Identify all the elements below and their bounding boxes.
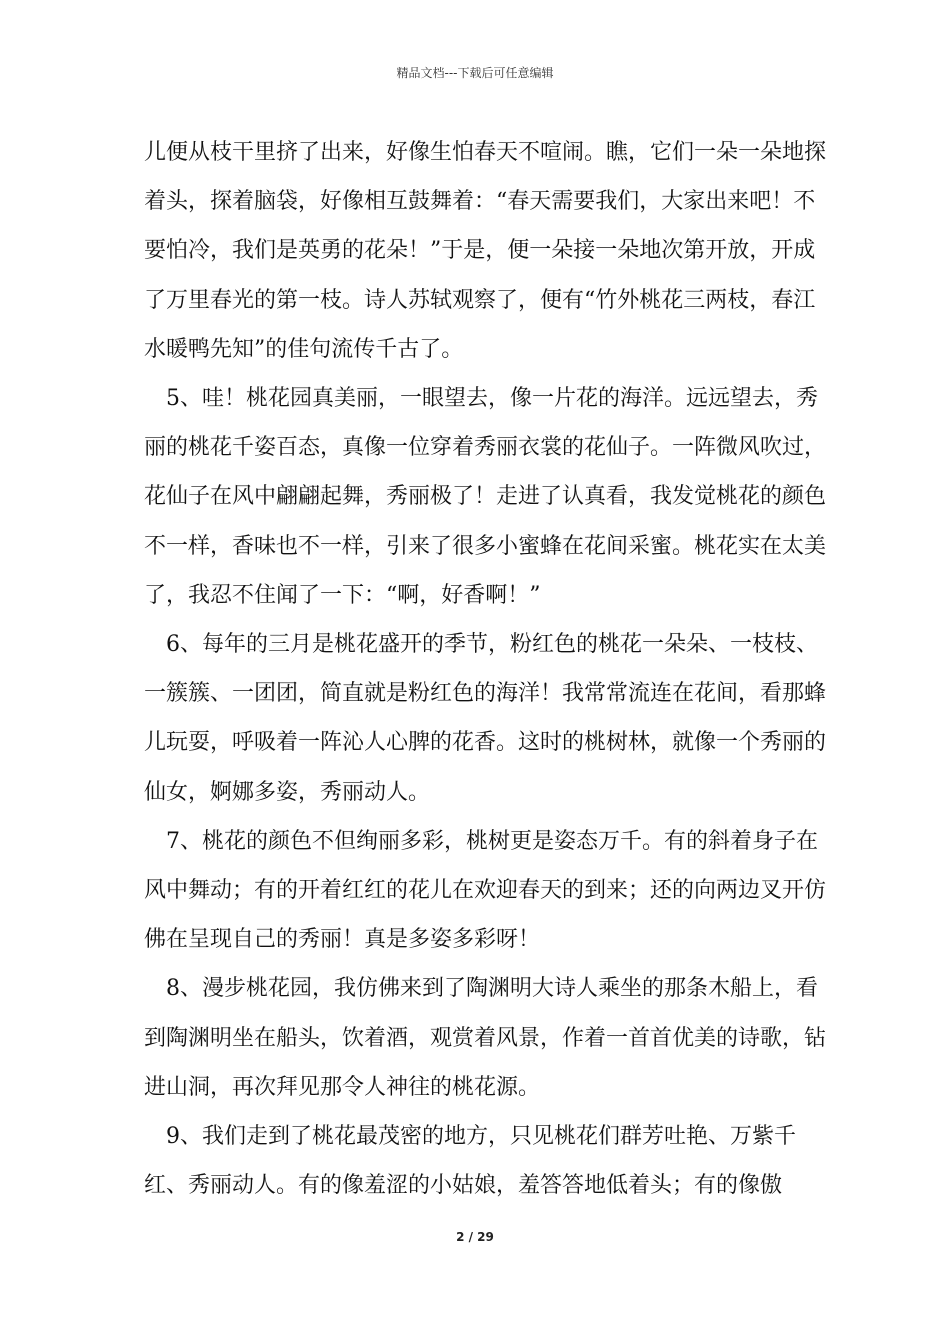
paragraph-9: 9、我们走到了桃花最茂密的地方，只见桃花们群芳吐艳、万紫千红、秀丽动人。有的像羞涩的小姑娘，羞答答地低着头；有的像傲: [144, 1124, 796, 1199]
paragraph-5: 5、哇！桃花园真美丽，一眼望去，像一片花的海洋。远远望去，秀丽的桃花千姿百态，真像一位穿着秀丽衣裳的花仙子。一阵微风吹过，花仙子在风中翩翩起舞，秀丽极了！走进了认真看，我发觉桃花的颜色不一样，香味也不一样，引来了很多小蜜蜂在花间采蜜。桃花实在太美了，我忍不住闻了一下：“啊，好香啊！”: [144, 386, 827, 608]
paragraph-6: 6、每年的三月是桃花盛开的季节，粉红色的桃花一朵朵、一枝枝、一簇簇、一团团，简直就是粉红色的海洋！我常常流连在花间，看那蜂儿玩耍，呼吸着一阵沁人心脾的花香。这时的桃树林，就像一个秀丽的仙女，婀娜多姿，秀丽动人。: [144, 632, 827, 805]
page-header: 精品文档---下载后可任意编辑: [396, 66, 554, 80]
document-body: [144, 128, 834, 1210]
paragraph-continuation: 儿便从枝干里挤了出来，好像生怕春天不喧闹。瞧，它们一朵一朵地探着头，探着脑袋，好像相互鼓舞着：“春天需要我们，大家出来吧！不要怕冷，我们是英勇的花朵！”于是，便一朵接一朵地次第开放，开成了万里春光的第一枝。诗人苏轼观察了，便有“竹外桃花三两枝，春江水暖鸭先知”的佳句流传千古了。: [144, 140, 827, 362]
paragraph-7: 7、桃花的颜色不但绚丽多彩，桃树更是姿态万千。有的斜着身子在风中舞动；有的开着红红的花儿在欢迎春天的到来；还的向两边叉开仿佛在呈现自己的秀丽！真是多姿多彩呀！: [144, 828, 827, 953]
page-number: 2 / 29: [456, 1230, 494, 1244]
paragraph-8: 8、漫步桃花园，我仿佛来到了陶渊明大诗人乘坐的那条木船上，看到陶渊明坐在船头，饮着酒，观赏着风景，作着一首首优美的诗歌，钻进山洞，再次拜见那令人神往的桃花源。: [144, 976, 827, 1100]
